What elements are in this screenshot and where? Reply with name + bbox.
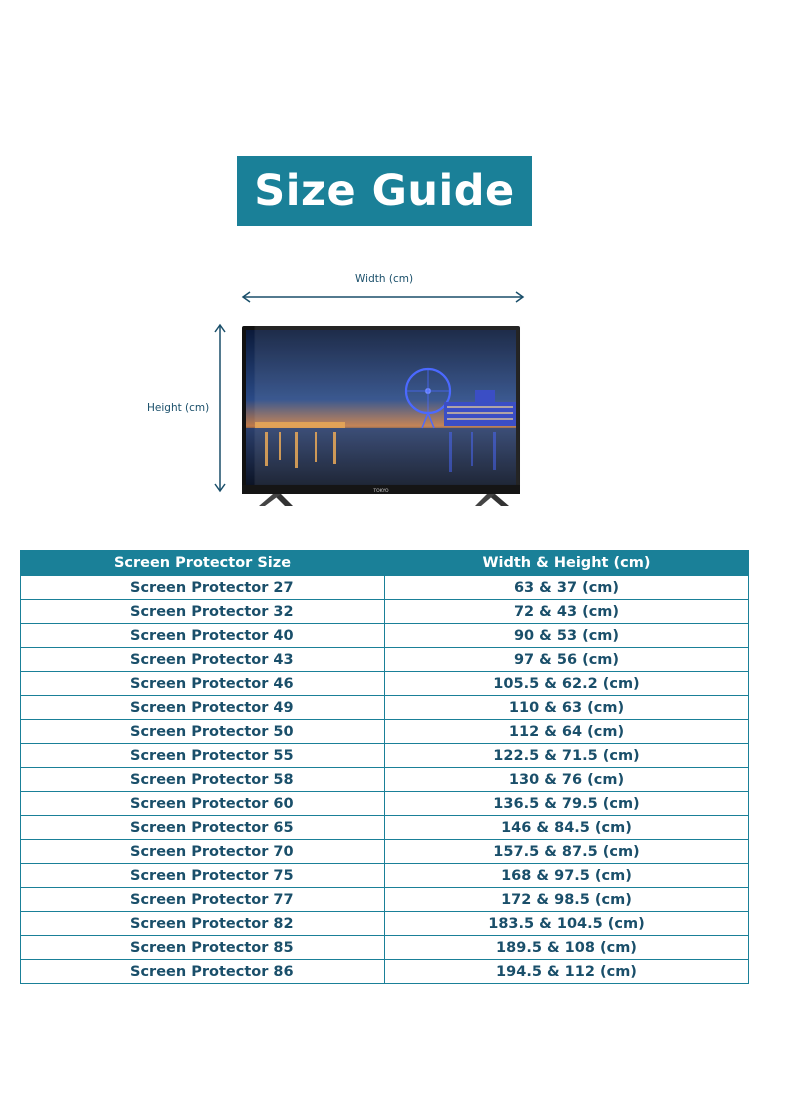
- row-dims: 194.5 & 112 (cm): [385, 960, 749, 984]
- title-banner: [237, 156, 532, 226]
- row-dims: 63 & 37 (cm): [385, 576, 749, 600]
- table-row: [21, 576, 749, 600]
- table-row: [21, 912, 749, 936]
- row-dims: 183.5 & 104.5 (cm): [385, 912, 749, 936]
- row-dims: 105.5 & 62.2 (cm): [385, 672, 749, 696]
- row-size: Screen Protector 27: [21, 576, 385, 600]
- header-dims: Width & Height (cm): [385, 551, 749, 576]
- row-size: Screen Protector 46: [21, 672, 385, 696]
- table-row: [21, 672, 749, 696]
- row-size: Screen Protector 58: [21, 768, 385, 792]
- table-row: [21, 840, 749, 864]
- row-size: Screen Protector 85: [21, 936, 385, 960]
- tv-brand-label: TOKYO: [373, 489, 389, 494]
- row-size: Screen Protector 70: [21, 840, 385, 864]
- width-arrow: [238, 289, 528, 305]
- row-dims: 112 & 64 (cm): [385, 720, 749, 744]
- row-dims: 122.5 & 71.5 (cm): [385, 744, 749, 768]
- row-size: Screen Protector 40: [21, 624, 385, 648]
- row-size: Screen Protector 50: [21, 720, 385, 744]
- table-row: [21, 720, 749, 744]
- row-dims: 72 & 43 (cm): [385, 600, 749, 624]
- height-arrow: [212, 322, 228, 494]
- table-row: [21, 864, 749, 888]
- row-dims: 189.5 & 108 (cm): [385, 936, 749, 960]
- row-size: Screen Protector 82: [21, 912, 385, 936]
- table-row: [21, 624, 749, 648]
- row-size: Screen Protector 65: [21, 816, 385, 840]
- page-title: Size Guide: [254, 166, 515, 216]
- table-row: [21, 960, 749, 984]
- row-dims: 172 & 98.5 (cm): [385, 888, 749, 912]
- table-header-row: [21, 551, 749, 576]
- height-label: Height (cm): [147, 402, 210, 414]
- row-dims: 146 & 84.5 (cm): [385, 816, 749, 840]
- row-size: Screen Protector 49: [21, 696, 385, 720]
- row-dims: 168 & 97.5 (cm): [385, 864, 749, 888]
- row-dims: 110 & 63 (cm): [385, 696, 749, 720]
- tv-illustration: [235, 316, 535, 512]
- size-table: [20, 550, 749, 984]
- table-row: [21, 600, 749, 624]
- table-row: [21, 744, 749, 768]
- row-dims: 97 & 56 (cm): [385, 648, 749, 672]
- row-size: Screen Protector 60: [21, 792, 385, 816]
- table-row: [21, 888, 749, 912]
- table-row: [21, 936, 749, 960]
- table-row: [21, 696, 749, 720]
- width-label: Width (cm): [355, 273, 414, 285]
- row-size: Screen Protector 55: [21, 744, 385, 768]
- table-row: [21, 768, 749, 792]
- header-size: Screen Protector Size: [21, 551, 385, 576]
- row-size: Screen Protector 75: [21, 864, 385, 888]
- table-row: [21, 816, 749, 840]
- row-size: Screen Protector 86: [21, 960, 385, 984]
- row-size: Screen Protector 77: [21, 888, 385, 912]
- table-row: [21, 648, 749, 672]
- row-dims: 136.5 & 79.5 (cm): [385, 792, 749, 816]
- table-row: [21, 792, 749, 816]
- row-dims: 130 & 76 (cm): [385, 768, 749, 792]
- row-size: Screen Protector 43: [21, 648, 385, 672]
- row-dims: 157.5 & 87.5 (cm): [385, 840, 749, 864]
- row-size: Screen Protector 32: [21, 600, 385, 624]
- row-dims: 90 & 53 (cm): [385, 624, 749, 648]
